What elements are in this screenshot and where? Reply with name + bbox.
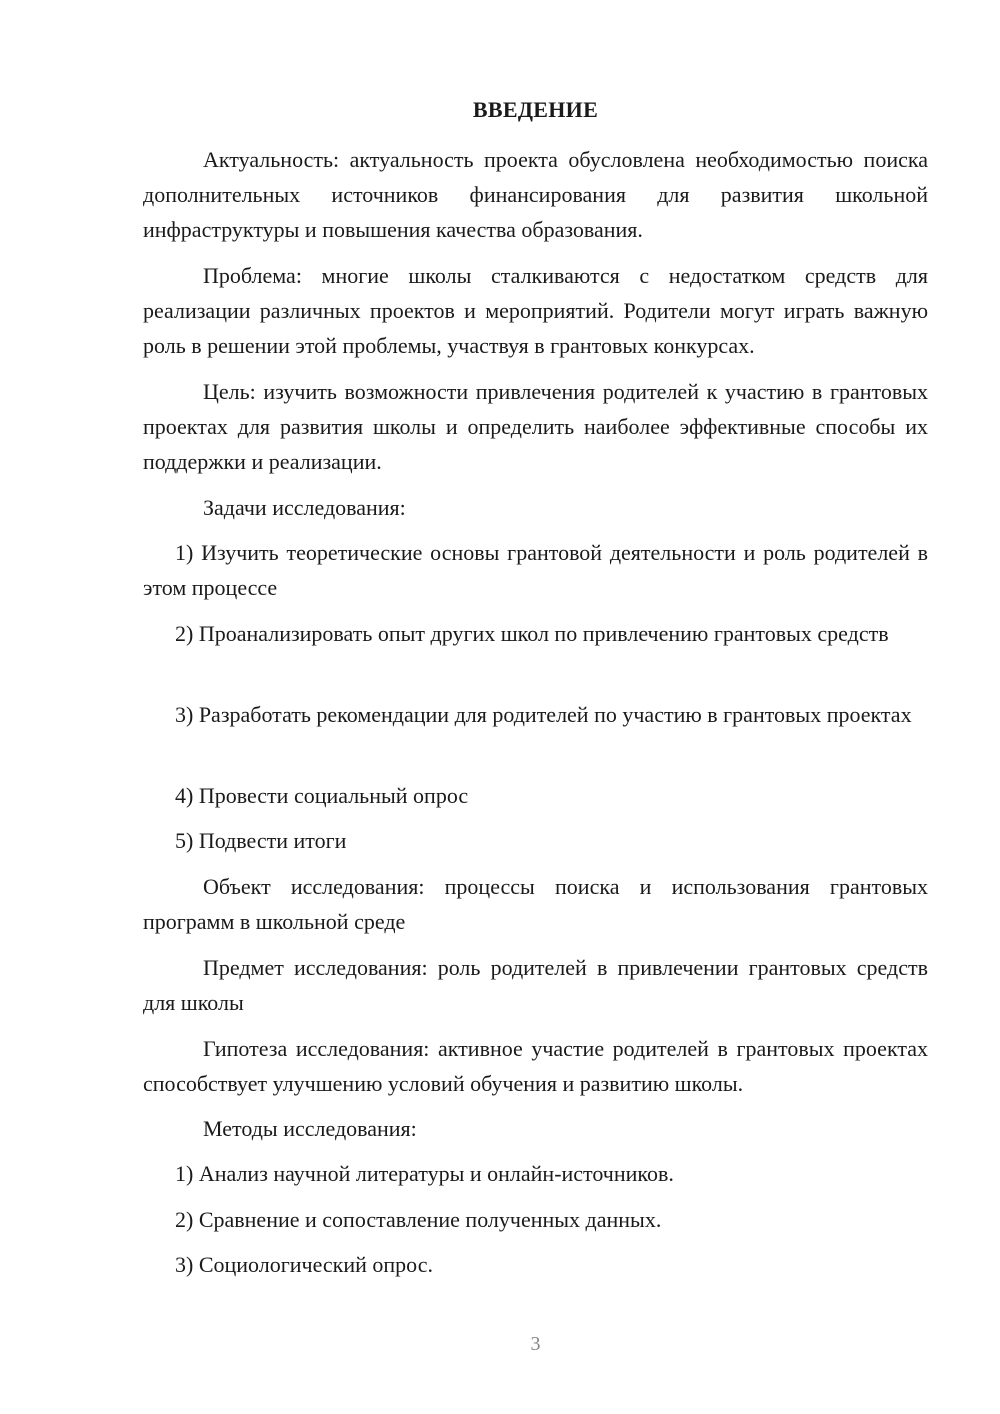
task-item-2: 2) Проанализировать опыт других школ по привлечению грантовых средств [175, 621, 889, 646]
page-number: 3 [530, 1333, 541, 1355]
methods-heading: Методы исследования: [203, 1116, 417, 1141]
method-item-2: 2) Сравнение и сопоставление полученных данных. [175, 1207, 662, 1232]
relevance-paragraph: Актуальность: актуальность проекта обусловлена необходимостью поиска дополнительных источников финансирования для развития школьной инфраструктуры и повышения качества образования. [143, 147, 928, 242]
object-paragraph: Объект исследования: процессы поиска и использования грантовых программ в школьной среде [143, 874, 928, 934]
task-item-5: 5) Подвести итоги [175, 828, 347, 853]
document-page [143, 0, 928, 1414]
goal-paragraph: Цель: изучить возможности привлечения родителей к участию в грантовых проектах для развития школы и определить наиболее эффективные способы их поддержки и реализации. [143, 379, 928, 474]
section-title: ВВЕДЕНИЕ [472, 97, 599, 122]
tasks-heading: Задачи исследования: [203, 495, 406, 520]
task-item-1: 1) Изучить теоретические основы грантовой деятельности и роль родителей в этом процессе [143, 540, 928, 600]
problem-paragraph: Проблема: многие школы сталкиваются с недостатком средств для реализации различных проектов и мероприятий. Родители могут играть важную роль в решении этой проблемы, участвуя в грантовых конкурсах. [143, 263, 928, 358]
method-item-3: 3) Социологический опрос. [175, 1252, 433, 1277]
method-item-1: 1) Анализ научной литературы и онлайн-источников. [175, 1161, 674, 1186]
task-item-3: 3) Разработать рекомендации для родителей по участию в грантовых проектах [175, 702, 912, 727]
task-item-4: 4) Провести социальный опрос [175, 783, 469, 808]
hypothesis-paragraph: Гипотеза исследования: активное участие родителей в грантовых проектах способствует улучшению условий обучения и развитию школы. [143, 1036, 928, 1096]
subject-paragraph: Предмет исследования: роль родителей в привлечении грантовых средств для школы [143, 955, 928, 1015]
